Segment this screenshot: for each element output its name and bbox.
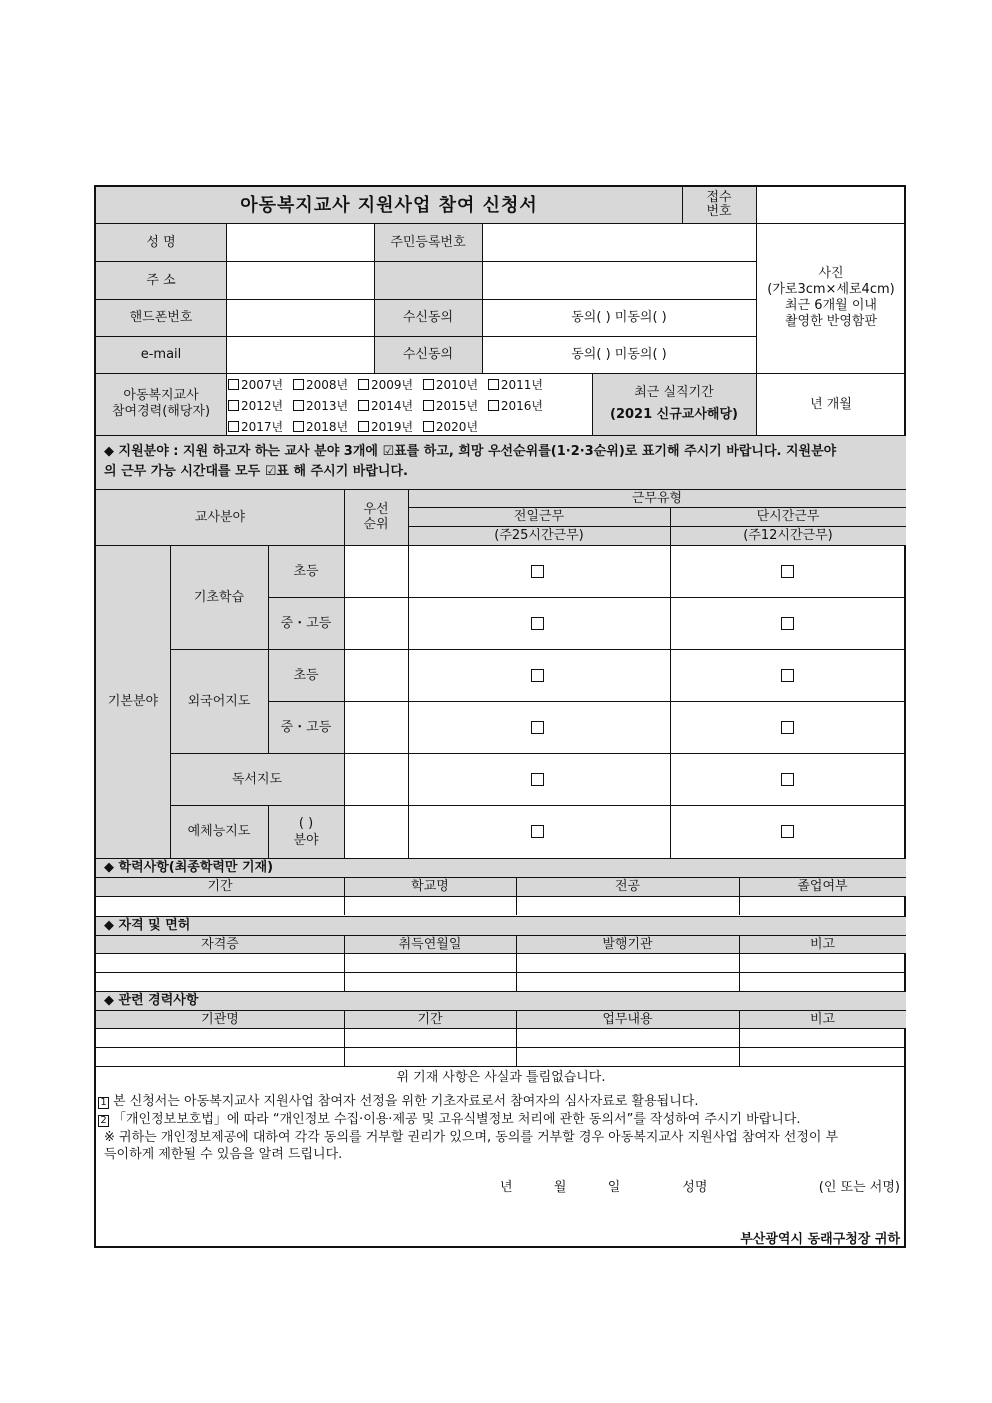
- recent-unemployment-sub: (2021 신규교사해당): [610, 406, 738, 422]
- note-3: ※ 귀하는 개인정보제공에 대하여 각각 동의를 거부할 권리가 있으며, 동의를 거부할 경우 아동복지교사 지원사업 참여자 선정이 부 득이하게 제한될 수 있음을 알려 드립니다.: [104, 1130, 839, 1162]
- receipt-number-field[interactable]: [756, 187, 906, 223]
- experience-row[interactable]: [96, 1028, 906, 1047]
- license-title: ◆ 자격 및 면허: [104, 918, 191, 933]
- education-col-major: 전공: [614, 879, 641, 894]
- elementary-label: 초등: [293, 667, 319, 683]
- checkbox-icon[interactable]: [293, 400, 304, 411]
- full-time-checkbox[interactable]: [531, 669, 544, 682]
- field-notice: ◆ 지원분야 : 지원 하고자 하는 교사 분야 3개에 ☑표를 하고, 희망 우선순위를(1·2·3순위)로 표기해 주시기 바랍니다. 지원분야 의 근무 가능 시간대를 모두 ☑표 해 주시기 바랍니다.: [104, 444, 837, 479]
- full-time-checkbox[interactable]: [531, 773, 544, 786]
- name-field[interactable]: [226, 223, 374, 261]
- checkbox-icon[interactable]: [423, 379, 434, 390]
- arts-label: 예체능지도: [187, 824, 251, 839]
- application-form: [94, 185, 906, 1248]
- basic-field-label: 기본분야: [107, 694, 159, 709]
- part-time-checkbox[interactable]: [781, 617, 794, 630]
- basic-learning-label: 기초학습: [193, 589, 245, 605]
- experience-title: ◆ 관련 경력사항: [104, 993, 199, 1008]
- license-col-date: 취득연월일: [398, 936, 462, 952]
- priority-input[interactable]: [344, 753, 408, 805]
- email-consent-options[interactable]: 동의( ) 미동의( ): [571, 347, 667, 362]
- part-time-sub-header: (주12시간근무): [743, 528, 833, 543]
- photo-placeholder[interactable]: 사진 (가로3cm×세로4cm) 최근 6개월 이내 촬영한 반영함판: [767, 266, 895, 329]
- sms-consent-label: 수신동의: [402, 310, 454, 325]
- date-name-line[interactable]: 년 월 일 성명: [500, 1179, 708, 1195]
- education-col-school: 학교명: [411, 879, 449, 894]
- checkbox-icon[interactable]: [423, 421, 434, 432]
- priority-header: 우선 순위: [363, 502, 389, 532]
- experience-col-duties: 업무내용: [602, 1011, 653, 1027]
- checkbox-icon[interactable]: [358, 400, 369, 411]
- sms-consent-options[interactable]: 동의( ) 미동의( ): [571, 310, 667, 325]
- priority-input[interactable]: [344, 701, 408, 753]
- work-type-header: 근무유형: [631, 490, 683, 506]
- education-col-period: 기간: [207, 879, 233, 894]
- checkbox-icon[interactable]: [423, 400, 434, 411]
- priority-input[interactable]: [344, 597, 408, 649]
- part-time-header: 단시간근무: [756, 509, 820, 524]
- declaration: 위 기재 사항은 사실과 틀림없습니다.: [396, 1069, 606, 1085]
- career-years-row-3: 2017년 2018년 2019년 2020년: [228, 420, 484, 434]
- foreign-language-label: 외국어지도: [187, 693, 251, 709]
- part-time-checkbox[interactable]: [781, 669, 794, 682]
- name-label: 성 명: [146, 234, 176, 250]
- career-label: 아동복지교사 참여경력(해당자): [111, 388, 211, 419]
- full-time-header: 전일근무: [513, 509, 565, 524]
- recent-unemployment-value[interactable]: 년 개월: [810, 396, 852, 412]
- experience-col-org: 기관명: [201, 1011, 239, 1027]
- receipt-number-label: 접수 번호: [706, 190, 732, 219]
- license-row[interactable]: [96, 953, 906, 972]
- experience-col-remarks: 비고: [809, 1011, 836, 1027]
- addressee: 부산광역시 동래구청장 귀하: [740, 1231, 900, 1247]
- checkbox-icon[interactable]: [358, 379, 369, 390]
- phone-field[interactable]: [226, 299, 374, 336]
- teacher-field-header: 교사분야: [194, 509, 246, 525]
- full-time-checkbox[interactable]: [531, 825, 544, 838]
- license-col-certificate: 자격증: [201, 936, 239, 952]
- part-time-checkbox[interactable]: [781, 825, 794, 838]
- address-field[interactable]: [226, 261, 756, 299]
- checkbox-icon[interactable]: [293, 421, 304, 432]
- experience-row[interactable]: [96, 1047, 906, 1066]
- email-label: e-mail: [140, 347, 182, 362]
- rrn-field[interactable]: [482, 223, 756, 261]
- full-time-checkbox[interactable]: [531, 565, 544, 578]
- priority-input[interactable]: [344, 545, 408, 597]
- checkbox-icon[interactable]: [488, 379, 499, 390]
- license-col-issuer: 발행기관: [602, 936, 653, 952]
- license-col-remarks: 비고: [809, 936, 836, 952]
- education-title: ◆ 학력사항(최종학력만 기재): [104, 860, 274, 875]
- email-field[interactable]: [226, 336, 374, 373]
- checkbox-icon[interactable]: [228, 379, 239, 390]
- education-row[interactable]: [96, 896, 906, 916]
- part-time-checkbox[interactable]: [781, 721, 794, 734]
- rrn-label: 주민등록번호: [390, 234, 466, 250]
- part-time-checkbox[interactable]: [781, 773, 794, 786]
- note-1: 1 본 신청서는 아동복지교사 지원사업 참여자 선정을 위한 기초자료로서 참여자의 심사자료로 활용됩니다.: [98, 1093, 698, 1110]
- checkbox-icon[interactable]: [228, 400, 239, 411]
- phone-label: 핸드폰번호: [129, 310, 193, 325]
- address-label: 주 소: [146, 272, 176, 288]
- arts-subfield[interactable]: ( ) 분야: [293, 815, 319, 848]
- form-title: 아동복지교사 지원사업 참여 신청서: [240, 194, 538, 216]
- elementary-label: 초등: [293, 563, 319, 579]
- license-row[interactable]: [96, 972, 906, 991]
- priority-input[interactable]: [344, 649, 408, 701]
- checkbox-icon[interactable]: [228, 421, 239, 432]
- checkbox-icon[interactable]: [293, 379, 304, 390]
- note-2: 2 「개인정보보호법」에 따라 “개인정보 수집·이용·제공 및 고유식별정보 처리에 관한 동의서”를 작성하여 주시기 바랍니다.: [98, 1111, 801, 1128]
- reading-label: 독서지도: [231, 771, 283, 787]
- career-years-row-1: 2007년 2008년 2009년 2010년 2011년: [228, 378, 549, 392]
- recent-unemployment-label: 최근 실직기간: [634, 384, 714, 400]
- full-time-checkbox[interactable]: [531, 617, 544, 630]
- career-years-row-2: 2012년 2013년 2014년 2015년 2016년: [228, 399, 549, 413]
- checkbox-icon[interactable]: [358, 421, 369, 432]
- priority-input[interactable]: [344, 805, 408, 858]
- education-col-graduation: 졸업여부: [797, 879, 848, 894]
- middle-high-label: 중・고등: [280, 719, 332, 735]
- middle-high-label: 중・고등: [280, 615, 332, 631]
- full-time-sub-header: (주25시간근무): [494, 528, 584, 543]
- seal-or-signature[interactable]: (인 또는 서명): [818, 1179, 900, 1195]
- part-time-checkbox[interactable]: [781, 565, 794, 578]
- checkbox-icon[interactable]: [488, 400, 499, 411]
- full-time-checkbox[interactable]: [531, 721, 544, 734]
- experience-col-period: 기간: [417, 1011, 443, 1027]
- email-consent-label: 수신동의: [402, 347, 454, 362]
